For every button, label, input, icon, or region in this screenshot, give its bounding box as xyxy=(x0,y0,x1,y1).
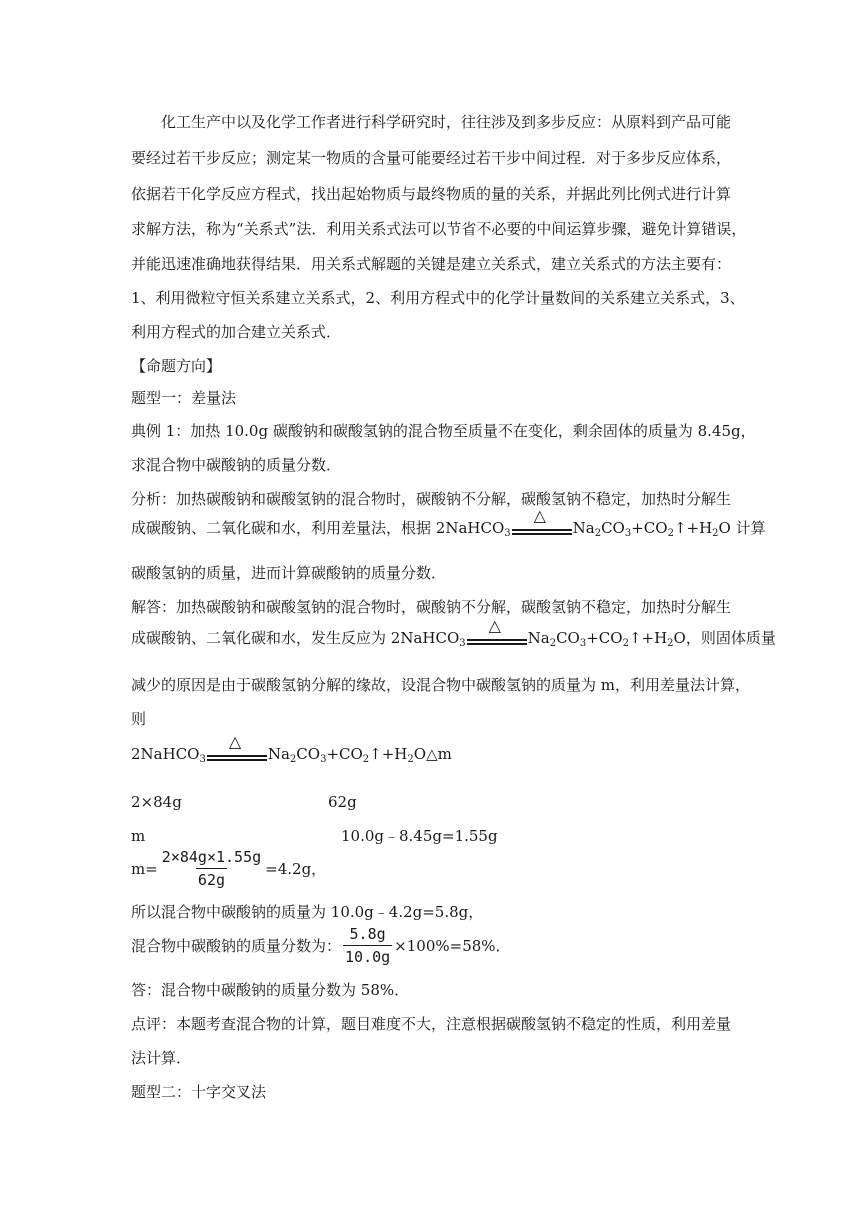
equation-delta-m: △m xyxy=(426,745,452,763)
m-fraction xyxy=(160,848,263,889)
heat-arrow xyxy=(512,508,572,538)
example-line-1: 典例 1：加热 10.0g 碳酸钠和碳酸氢钠的混合物至质量不在变化，剩余固体的质量为 8.45g， xyxy=(131,422,756,440)
answer-line-2 xyxy=(131,618,776,648)
fraction-denominator: 10.0g xyxy=(343,945,392,966)
answer-line-1: 解答：加热碳酸钠和碳酸氢钠的混合物时，碳酸钠不分解，碳酸氢钠不稳定，加热时分解生 xyxy=(131,598,732,616)
fraction-numerator: 5.8g xyxy=(349,925,386,943)
intro-line-4: 求解方法，称为“关系式”法．利用关系式法可以节省不必要的中间运算步骤，避免计算错误， xyxy=(131,220,747,238)
answer-line-2-pre: 成碳酸钠、二氧化碳和水，发生反应为 2NaHCO$_3$ xyxy=(131,629,466,649)
equation-products: $Na_2CO_3+CO_2↑+H_2O$ xyxy=(267,745,427,765)
answer-line-4: 则 xyxy=(131,710,147,728)
m-numerator: 2×84g×1.55g xyxy=(161,848,262,866)
reaction-products: $Na_2CO_3+CO_2↑+H_2O$ xyxy=(572,519,731,539)
ratio-row2-right: 10.0g﹣8.45g=1.55g xyxy=(341,827,498,845)
heat-triangle-icon: △ xyxy=(228,732,242,751)
m-denominator: 62g xyxy=(196,868,227,889)
equation-reactant: 2NaHCO$_3$ xyxy=(131,745,206,765)
reaction-equation xyxy=(131,734,452,764)
type2-heading: 题型二：十字交叉法 xyxy=(131,1083,267,1101)
type1-heading: 题型一：差量法 xyxy=(131,389,237,407)
heat-triangle-icon: △ xyxy=(533,506,546,525)
comment-line-1: 点评：本题考查混合物的计算，题目难度不大，注意根据碳酸氢钠不稳定的性质，利用差量 xyxy=(131,1015,732,1033)
analysis-line-1: 分析：加热碳酸钠和碳酸氢钠的混合物时，碳酸钠不分解，碳酸氢钠不稳定，加热时分解生 xyxy=(131,490,732,508)
intro-line-2: 要经过若干步反应；测定某一物质的含量可能要经过若干步中间过程．对于多步反应体系， xyxy=(131,149,732,167)
section-heading: 【命题方向】 xyxy=(131,357,222,375)
intro-line-5: 并能迅速准确地获得结果．用关系式解题的关键是建立关系式，建立关系式的方法主要有： xyxy=(131,255,732,273)
ratio-row2-left: m xyxy=(131,827,146,845)
ratio-row1-left: 2×84g xyxy=(131,793,182,811)
intro-line-3: 依据若干化学反应方程式，找出起始物质与最终物质的量的关系，并据此列比例式进行计算 xyxy=(131,185,732,203)
m-label: m= xyxy=(131,859,158,878)
comment-line-2: 法计算． xyxy=(131,1049,192,1067)
analysis-line-2 xyxy=(131,508,766,538)
mass-fraction xyxy=(343,925,392,966)
intro-line-6: 1、利用微粒守恒关系建立关系式，2、利用方程式中的化学计量数间的关系建立关系式，3、 xyxy=(131,289,745,307)
heat-arrow xyxy=(207,734,267,764)
fraction-post: ×100%=58%． xyxy=(394,936,511,955)
fraction-pre: 混合物中碳酸钠的质量分数为： xyxy=(131,936,342,955)
final-answer: 答：混合物中碳酸钠的质量分数为 58%． xyxy=(131,981,410,999)
ratio-row1-right: 62g xyxy=(328,793,357,811)
analysis-line-2-pre: 成碳酸钠、二氧化碳和水，利用差量法，根据 2NaHCO$_3$ xyxy=(131,519,511,539)
analysis-line-3: 碳酸氢钠的质量，进而计算碳酸钠的质量分数． xyxy=(131,564,447,582)
heat-arrow xyxy=(467,618,527,648)
fraction-calculation xyxy=(131,925,511,966)
m-result: =4.2g， xyxy=(265,859,327,878)
intro-line-7: 利用方程式的加合建立关系式． xyxy=(131,323,342,341)
example-line-2: 求混合物中碳酸钠的质量分数． xyxy=(131,456,342,474)
answer-line-3: 减少的原因是由于碳酸氢钠分解的缘故，设混合物中碳酸氢钠的质量为 m，利用差量法计算， xyxy=(131,676,750,694)
heat-triangle-icon: △ xyxy=(488,616,501,635)
answer-line-2-post: ，则固体质量 xyxy=(685,629,776,647)
analysis-line-2-post: 计算 xyxy=(735,519,766,537)
reaction-products: $Na_2CO_3+CO_2↑+H_2O$ xyxy=(527,629,686,649)
mass-line: 所以混合物中碳酸钠的质量为 10.0g﹣4.2g=5.8g， xyxy=(131,903,484,921)
intro-line-1: 化工生产中以及化学工作者进行科学研究时，往往涉及到多步反应：从原料到产品可能 xyxy=(161,113,732,131)
m-calculation xyxy=(131,848,326,889)
